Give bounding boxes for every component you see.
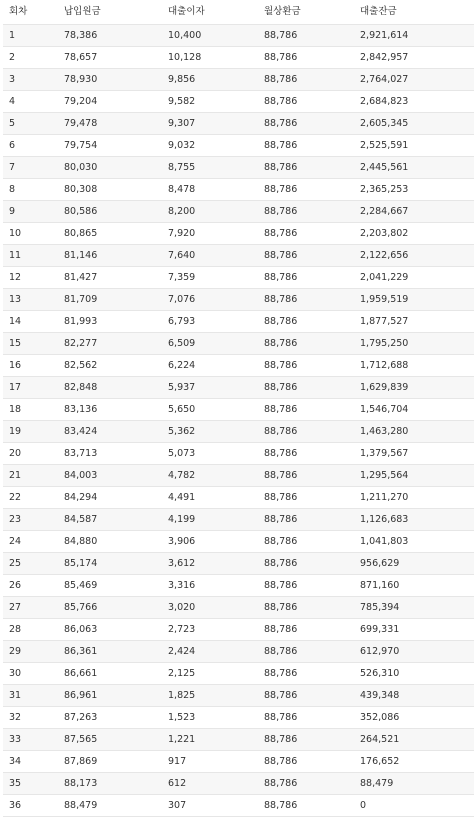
cell-monthly-payment: 88,786 bbox=[258, 531, 354, 553]
cell-principal: 80,030 bbox=[58, 157, 162, 179]
table-row bbox=[3, 487, 474, 509]
cell-monthly-payment: 88,786 bbox=[258, 289, 354, 311]
cell-monthly-payment: 88,786 bbox=[258, 487, 354, 509]
cell-principal: 79,204 bbox=[58, 91, 162, 113]
cell-interest: 2,424 bbox=[162, 641, 258, 663]
cell-remaining-balance: 176,652 bbox=[354, 751, 474, 773]
table-row bbox=[3, 377, 474, 399]
cell-principal: 85,766 bbox=[58, 597, 162, 619]
header-interest: 대출이자 bbox=[168, 6, 205, 17]
cell-installment: 36 bbox=[3, 795, 58, 817]
cell-installment: 13 bbox=[3, 289, 58, 311]
table-row bbox=[3, 355, 474, 377]
cell-installment: 12 bbox=[3, 267, 58, 289]
cell-interest: 612 bbox=[162, 773, 258, 795]
cell-interest: 8,755 bbox=[162, 157, 258, 179]
header-monthly-payment: 월상환금 bbox=[264, 6, 301, 17]
table-row bbox=[3, 729, 474, 751]
cell-remaining-balance: 612,970 bbox=[354, 641, 474, 663]
cell-monthly-payment: 88,786 bbox=[258, 597, 354, 619]
cell-monthly-payment: 88,786 bbox=[258, 773, 354, 795]
cell-monthly-payment: 88,786 bbox=[258, 245, 354, 267]
cell-remaining-balance: 2,842,957 bbox=[354, 47, 474, 69]
table-row bbox=[3, 443, 474, 465]
cell-principal: 86,961 bbox=[58, 685, 162, 707]
header-installment: 회차 bbox=[9, 6, 28, 17]
table-row bbox=[3, 289, 474, 311]
cell-monthly-payment: 88,786 bbox=[258, 553, 354, 575]
table-row bbox=[3, 91, 474, 113]
cell-monthly-payment: 88,786 bbox=[258, 619, 354, 641]
cell-monthly-payment: 88,786 bbox=[258, 575, 354, 597]
table-row bbox=[3, 707, 474, 729]
cell-interest: 5,937 bbox=[162, 377, 258, 399]
cell-principal: 79,478 bbox=[58, 113, 162, 135]
cell-monthly-payment: 88,786 bbox=[258, 135, 354, 157]
cell-remaining-balance: 1,041,803 bbox=[354, 531, 474, 553]
cell-remaining-balance: 352,086 bbox=[354, 707, 474, 729]
cell-remaining-balance: 2,365,253 bbox=[354, 179, 474, 201]
cell-monthly-payment: 88,786 bbox=[258, 69, 354, 91]
cell-principal: 82,277 bbox=[58, 333, 162, 355]
cell-installment: 34 bbox=[3, 751, 58, 773]
cell-principal: 85,469 bbox=[58, 575, 162, 597]
cell-interest: 9,307 bbox=[162, 113, 258, 135]
table-row bbox=[3, 47, 474, 69]
table-row bbox=[3, 641, 474, 663]
cell-remaining-balance: 2,684,823 bbox=[354, 91, 474, 113]
cell-principal: 84,294 bbox=[58, 487, 162, 509]
table-row bbox=[3, 223, 474, 245]
table-row bbox=[3, 531, 474, 553]
table-row bbox=[3, 685, 474, 707]
cell-installment: 25 bbox=[3, 553, 58, 575]
cell-installment: 7 bbox=[3, 157, 58, 179]
cell-interest: 3,612 bbox=[162, 553, 258, 575]
cell-interest: 10,128 bbox=[162, 47, 258, 69]
cell-monthly-payment: 88,786 bbox=[258, 509, 354, 531]
cell-remaining-balance: 2,041,229 bbox=[354, 267, 474, 289]
cell-interest: 9,582 bbox=[162, 91, 258, 113]
cell-monthly-payment: 88,786 bbox=[258, 663, 354, 685]
cell-principal: 86,361 bbox=[58, 641, 162, 663]
table-row bbox=[3, 773, 474, 795]
cell-remaining-balance: 1,546,704 bbox=[354, 399, 474, 421]
cell-principal: 87,263 bbox=[58, 707, 162, 729]
table-row bbox=[3, 795, 474, 817]
cell-remaining-balance: 2,764,027 bbox=[354, 69, 474, 91]
cell-monthly-payment: 88,786 bbox=[258, 399, 354, 421]
cell-monthly-payment: 88,786 bbox=[258, 311, 354, 333]
table-row bbox=[3, 25, 474, 47]
cell-interest: 5,362 bbox=[162, 421, 258, 443]
cell-remaining-balance: 871,160 bbox=[354, 575, 474, 597]
table-row bbox=[3, 619, 474, 641]
cell-principal: 80,865 bbox=[58, 223, 162, 245]
cell-interest: 8,200 bbox=[162, 201, 258, 223]
cell-installment: 24 bbox=[3, 531, 58, 553]
cell-remaining-balance: 1,295,564 bbox=[354, 465, 474, 487]
cell-remaining-balance: 2,203,802 bbox=[354, 223, 474, 245]
cell-remaining-balance: 2,122,656 bbox=[354, 245, 474, 267]
cell-remaining-balance: 1,712,688 bbox=[354, 355, 474, 377]
cell-installment: 11 bbox=[3, 245, 58, 267]
table-row bbox=[3, 135, 474, 157]
cell-monthly-payment: 88,786 bbox=[258, 179, 354, 201]
cell-monthly-payment: 88,786 bbox=[258, 377, 354, 399]
cell-remaining-balance: 1,379,567 bbox=[354, 443, 474, 465]
header-row bbox=[3, 0, 474, 25]
cell-remaining-balance: 439,348 bbox=[354, 685, 474, 707]
cell-installment: 8 bbox=[3, 179, 58, 201]
cell-interest: 3,906 bbox=[162, 531, 258, 553]
cell-installment: 21 bbox=[3, 465, 58, 487]
cell-principal: 83,713 bbox=[58, 443, 162, 465]
cell-monthly-payment: 88,786 bbox=[258, 443, 354, 465]
cell-installment: 17 bbox=[3, 377, 58, 399]
table-row bbox=[3, 311, 474, 333]
cell-remaining-balance: 1,877,527 bbox=[354, 311, 474, 333]
cell-interest: 5,073 bbox=[162, 443, 258, 465]
cell-remaining-balance: 1,959,519 bbox=[354, 289, 474, 311]
cell-principal: 80,586 bbox=[58, 201, 162, 223]
cell-remaining-balance: 785,394 bbox=[354, 597, 474, 619]
cell-interest: 6,224 bbox=[162, 355, 258, 377]
cell-principal: 78,930 bbox=[58, 69, 162, 91]
cell-installment: 9 bbox=[3, 201, 58, 223]
table-row bbox=[3, 69, 474, 91]
table-row bbox=[3, 751, 474, 773]
cell-interest: 5,650 bbox=[162, 399, 258, 421]
cell-monthly-payment: 88,786 bbox=[258, 113, 354, 135]
cell-monthly-payment: 88,786 bbox=[258, 685, 354, 707]
table-row bbox=[3, 267, 474, 289]
cell-principal: 87,565 bbox=[58, 729, 162, 751]
cell-interest: 7,076 bbox=[162, 289, 258, 311]
cell-interest: 7,359 bbox=[162, 267, 258, 289]
cell-monthly-payment: 88,786 bbox=[258, 201, 354, 223]
cell-principal: 84,587 bbox=[58, 509, 162, 531]
table-row bbox=[3, 201, 474, 223]
cell-principal: 81,993 bbox=[58, 311, 162, 333]
cell-principal: 82,562 bbox=[58, 355, 162, 377]
table-row bbox=[3, 421, 474, 443]
repayment-schedule bbox=[3, 0, 474, 817]
cell-installment: 32 bbox=[3, 707, 58, 729]
cell-installment: 6 bbox=[3, 135, 58, 157]
cell-remaining-balance: 956,629 bbox=[354, 553, 474, 575]
cell-principal: 78,657 bbox=[58, 47, 162, 69]
cell-remaining-balance: 2,284,667 bbox=[354, 201, 474, 223]
table-row bbox=[3, 157, 474, 179]
cell-remaining-balance: 0 bbox=[354, 795, 474, 817]
cell-remaining-balance: 88,479 bbox=[354, 773, 474, 795]
cell-monthly-payment: 88,786 bbox=[258, 729, 354, 751]
cell-interest: 917 bbox=[162, 751, 258, 773]
cell-installment: 27 bbox=[3, 597, 58, 619]
cell-interest: 4,199 bbox=[162, 509, 258, 531]
cell-remaining-balance: 699,331 bbox=[354, 619, 474, 641]
cell-monthly-payment: 88,786 bbox=[258, 267, 354, 289]
cell-interest: 2,125 bbox=[162, 663, 258, 685]
cell-interest: 7,640 bbox=[162, 245, 258, 267]
cell-remaining-balance: 526,310 bbox=[354, 663, 474, 685]
cell-installment: 35 bbox=[3, 773, 58, 795]
cell-remaining-balance: 1,463,280 bbox=[354, 421, 474, 443]
cell-principal: 79,754 bbox=[58, 135, 162, 157]
cell-principal: 87,869 bbox=[58, 751, 162, 773]
header-remaining-balance: 대출잔금 bbox=[360, 6, 397, 17]
cell-interest: 3,020 bbox=[162, 597, 258, 619]
cell-principal: 83,424 bbox=[58, 421, 162, 443]
cell-principal: 78,386 bbox=[58, 25, 162, 47]
cell-monthly-payment: 88,786 bbox=[258, 91, 354, 113]
cell-monthly-payment: 88,786 bbox=[258, 751, 354, 773]
table-row bbox=[3, 509, 474, 531]
table-row bbox=[3, 597, 474, 619]
cell-installment: 14 bbox=[3, 311, 58, 333]
cell-interest: 4,491 bbox=[162, 487, 258, 509]
cell-installment: 15 bbox=[3, 333, 58, 355]
table-row bbox=[3, 245, 474, 267]
cell-installment: 16 bbox=[3, 355, 58, 377]
cell-interest: 8,478 bbox=[162, 179, 258, 201]
cell-principal: 84,003 bbox=[58, 465, 162, 487]
cell-interest: 9,032 bbox=[162, 135, 258, 157]
repayment-table bbox=[3, 0, 474, 817]
table-row bbox=[3, 333, 474, 355]
cell-monthly-payment: 88,786 bbox=[258, 421, 354, 443]
table-row bbox=[3, 465, 474, 487]
cell-monthly-payment: 88,786 bbox=[258, 47, 354, 69]
cell-principal: 80,308 bbox=[58, 179, 162, 201]
cell-installment: 5 bbox=[3, 113, 58, 135]
cell-installment: 2 bbox=[3, 47, 58, 69]
cell-interest: 1,825 bbox=[162, 685, 258, 707]
cell-interest: 6,509 bbox=[162, 333, 258, 355]
cell-principal: 82,848 bbox=[58, 377, 162, 399]
cell-principal: 81,146 bbox=[58, 245, 162, 267]
cell-interest: 9,856 bbox=[162, 69, 258, 91]
cell-installment: 31 bbox=[3, 685, 58, 707]
cell-monthly-payment: 88,786 bbox=[258, 25, 354, 47]
cell-principal: 81,427 bbox=[58, 267, 162, 289]
cell-interest: 6,793 bbox=[162, 311, 258, 333]
cell-principal: 84,880 bbox=[58, 531, 162, 553]
table-row bbox=[3, 399, 474, 421]
cell-remaining-balance: 1,795,250 bbox=[354, 333, 474, 355]
cell-installment: 29 bbox=[3, 641, 58, 663]
cell-installment: 4 bbox=[3, 91, 58, 113]
cell-remaining-balance: 2,921,614 bbox=[354, 25, 474, 47]
cell-interest: 307 bbox=[162, 795, 258, 817]
table-row bbox=[3, 179, 474, 201]
table-row bbox=[3, 575, 474, 597]
cell-installment: 3 bbox=[3, 69, 58, 91]
cell-principal: 86,063 bbox=[58, 619, 162, 641]
table-header bbox=[3, 0, 474, 25]
cell-principal: 81,709 bbox=[58, 289, 162, 311]
cell-monthly-payment: 88,786 bbox=[258, 333, 354, 355]
cell-installment: 18 bbox=[3, 399, 58, 421]
cell-monthly-payment: 88,786 bbox=[258, 707, 354, 729]
cell-monthly-payment: 88,786 bbox=[258, 465, 354, 487]
cell-remaining-balance: 2,525,591 bbox=[354, 135, 474, 157]
cell-remaining-balance: 2,605,345 bbox=[354, 113, 474, 135]
cell-installment: 33 bbox=[3, 729, 58, 751]
cell-interest: 10,400 bbox=[162, 25, 258, 47]
cell-installment: 26 bbox=[3, 575, 58, 597]
cell-installment: 19 bbox=[3, 421, 58, 443]
cell-remaining-balance: 264,521 bbox=[354, 729, 474, 751]
cell-interest: 1,221 bbox=[162, 729, 258, 751]
cell-installment: 20 bbox=[3, 443, 58, 465]
cell-remaining-balance: 1,211,270 bbox=[354, 487, 474, 509]
cell-principal: 88,173 bbox=[58, 773, 162, 795]
cell-interest: 3,316 bbox=[162, 575, 258, 597]
cell-installment: 1 bbox=[3, 25, 58, 47]
table-row bbox=[3, 663, 474, 685]
header-principal: 납입원금 bbox=[64, 6, 101, 17]
cell-monthly-payment: 88,786 bbox=[258, 223, 354, 245]
cell-installment: 22 bbox=[3, 487, 58, 509]
cell-remaining-balance: 1,629,839 bbox=[354, 377, 474, 399]
cell-interest: 2,723 bbox=[162, 619, 258, 641]
cell-installment: 28 bbox=[3, 619, 58, 641]
table-body bbox=[3, 25, 474, 817]
cell-installment: 23 bbox=[3, 509, 58, 531]
cell-remaining-balance: 1,126,683 bbox=[354, 509, 474, 531]
cell-installment: 30 bbox=[3, 663, 58, 685]
table-row bbox=[3, 113, 474, 135]
cell-principal: 88,479 bbox=[58, 795, 162, 817]
cell-monthly-payment: 88,786 bbox=[258, 795, 354, 817]
cell-interest: 1,523 bbox=[162, 707, 258, 729]
cell-monthly-payment: 88,786 bbox=[258, 641, 354, 663]
table-row bbox=[3, 553, 474, 575]
cell-principal: 85,174 bbox=[58, 553, 162, 575]
cell-interest: 4,782 bbox=[162, 465, 258, 487]
cell-monthly-payment: 88,786 bbox=[258, 157, 354, 179]
cell-interest: 7,920 bbox=[162, 223, 258, 245]
cell-principal: 83,136 bbox=[58, 399, 162, 421]
cell-monthly-payment: 88,786 bbox=[258, 355, 354, 377]
cell-remaining-balance: 2,445,561 bbox=[354, 157, 474, 179]
cell-installment: 10 bbox=[3, 223, 58, 245]
cell-principal: 86,661 bbox=[58, 663, 162, 685]
